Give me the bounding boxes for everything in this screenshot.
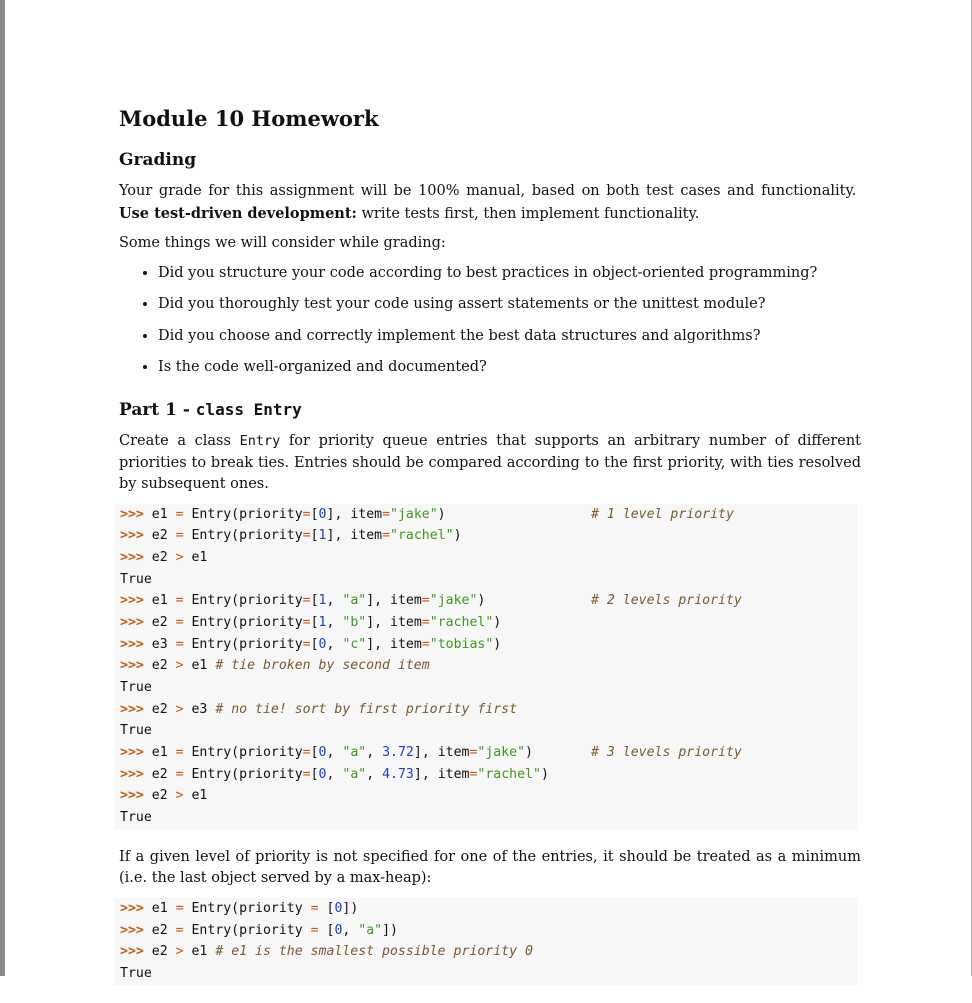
part1-intro: Create a class Entry for priority queue entries that supports an arbitrary number of different priorities to break ties. Entries should be compared according to the first priority, with ties resolved by subsequent ones. <box>119 433 861 492</box>
code-output: True <box>120 680 152 695</box>
list-item: • Did you structure your code according to best practices in object-oriented programming? <box>158 263 861 284</box>
code-comment: # tie broken by second item <box>215 658 430 674</box>
code-line: >>> e2 > e1 <box>120 788 208 804</box>
code-line: >>> e1 = Entry(priority=[0], item="jake") # 1 level priority <box>120 504 851 526</box>
list-item: • Did you thoroughly test your code using assert statements or the unittest module? <box>158 294 861 315</box>
tdd-emphasis: Use test-driven development: <box>119 204 357 222</box>
code-line: >>> e2 = Entry(priority = [0, "a"]) <box>120 922 398 938</box>
code-comment: # no tie! sort by first priority first <box>215 701 518 717</box>
code-output: True <box>120 965 152 981</box>
grading-paragraph: Your grade for this assignment will be 100% manual, based on both test cases and functionality. Use test-driven development: write tests first, then implement functionality. <box>119 183 857 222</box>
viewer-left-border <box>0 0 5 976</box>
code-comment: # e1 is the smallest possible priority 0 <box>215 944 533 960</box>
part1-heading: Part 1 - class Entry <box>119 400 302 420</box>
code-output: True <box>120 723 152 739</box>
code-line: >>> e2 > e3 # no tie! sort by first priority first <box>120 701 518 717</box>
code-line: >>> e1 = Entry(priority = [0]) <box>120 900 359 916</box>
code-comment: # 2 levels priority <box>591 593 742 609</box>
code-comment: # 3 levels priority <box>591 745 742 761</box>
code-line: >>> e2 = Entry(priority=[1, "b"], item="rachel") <box>120 614 502 630</box>
code-line: >>> e2 > e1 # e1 is the smallest possible priority 0 <box>120 944 533 960</box>
page-title: Module 10 Homework <box>119 106 379 131</box>
code-line: >>> e2 = Entry(priority=[0, "a", 4.73], item="rachel") <box>120 766 549 782</box>
code-line: >>> e2 > e1 # tie broken by second item <box>120 658 430 674</box>
grading-criteria-list <box>119 263 861 379</box>
grading-criteria-intro: Some things we will consider while grading: <box>119 235 446 251</box>
document-page <box>119 104 861 1003</box>
code-example-block <box>114 504 857 829</box>
min-priority-paragraph: If a given level of priority is not specified for one of the entries, it should be treated as a minimum (i.e. the last object served by a max-heap): <box>119 848 861 887</box>
list-item: • Did you choose and correctly implement the best data structures and algorithms? <box>158 326 861 347</box>
list-item: • Is the code well-organized and documented? <box>158 357 861 378</box>
code-output: True <box>120 810 152 826</box>
code-line: >>> e1 = Entry(priority=[0, "a", 3.72], item="jake") # 3 levels priority <box>120 742 851 764</box>
code-comment: # 1 level priority <box>591 506 734 522</box>
code-example-block-2 <box>114 898 857 985</box>
grading-heading: Grading <box>119 150 197 170</box>
code-line: >>> e1 = Entry(priority=[1, "a"], item="jake") # 2 levels priority <box>120 590 851 612</box>
code-line: >>> e2 > e1 <box>120 549 208 565</box>
code-output: True <box>120 571 152 587</box>
code-line: >>> e3 = Entry(priority=[0, "c"], item="tobias") <box>120 636 502 652</box>
code-line: >>> e2 = Entry(priority=[1], item="rachel") <box>120 528 462 544</box>
